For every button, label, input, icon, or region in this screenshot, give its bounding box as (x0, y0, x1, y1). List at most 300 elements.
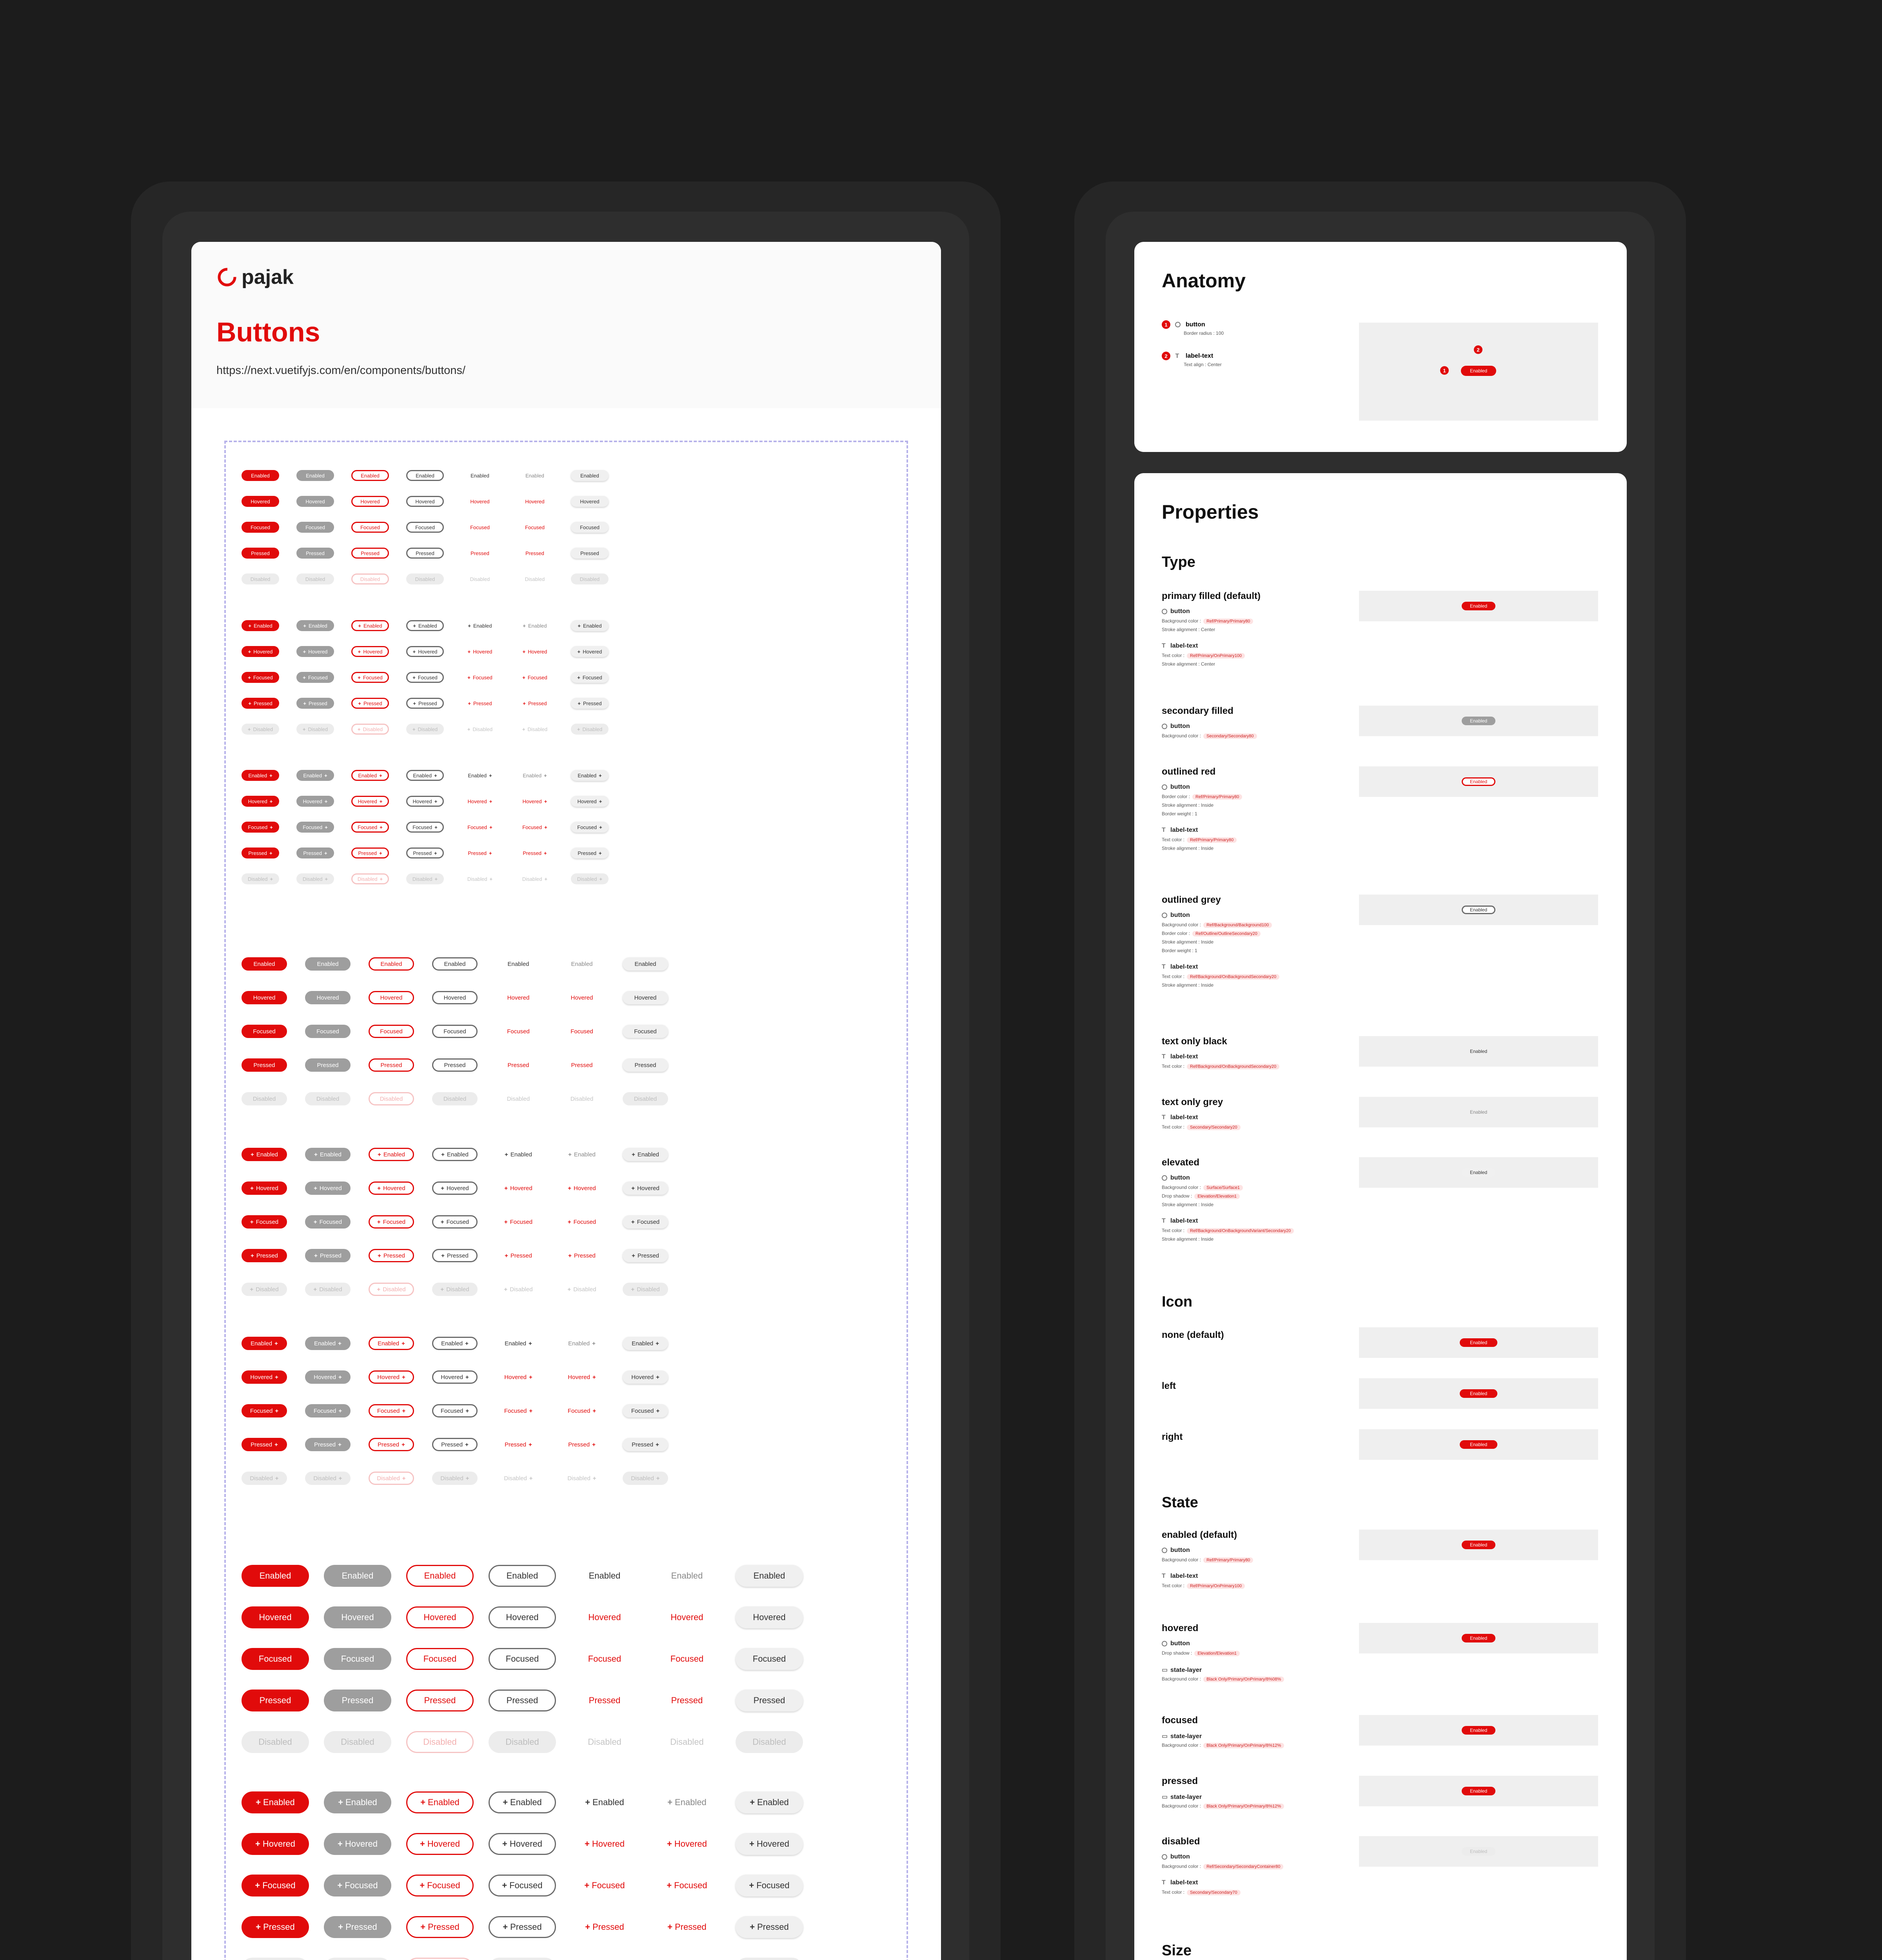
button-primary-filled-focused[interactable] (242, 522, 279, 533)
button-secondary-filled-disabled-icon-left[interactable] (305, 1283, 351, 1296)
button-elevated-disabled-icon-right[interactable] (571, 873, 609, 884)
button-outlined-red-enabled[interactable] (369, 957, 414, 971)
button-outlined-red-pressed[interactable] (351, 548, 389, 559)
button-elevated-pressed-icon-right[interactable] (623, 1438, 668, 1451)
button-primary-filled-pressed[interactable] (242, 1058, 287, 1072)
button-text-only-black-focused[interactable] (571, 1648, 638, 1670)
button-secondary-filled-enabled-icon-left[interactable] (296, 620, 334, 631)
button-elevated-hovered[interactable] (571, 496, 609, 507)
button-text-only-black-enabled[interactable] (461, 470, 499, 481)
button-elevated-pressed[interactable] (571, 548, 609, 559)
button-elevated-disabled-icon-right[interactable] (623, 1472, 668, 1485)
button-text-only-black-disabled[interactable] (461, 573, 499, 584)
button-outlined-grey-focused-icon-left[interactable] (489, 1875, 556, 1896)
preview-button[interactable]: Enabled (1462, 1787, 1495, 1795)
button-outlined-grey-enabled[interactable] (489, 1565, 556, 1587)
button-primary-filled-enabled[interactable] (242, 957, 287, 971)
button-outlined-grey-enabled-icon-left[interactable] (432, 1148, 478, 1161)
button-secondary-filled-disabled-icon-left[interactable] (324, 1958, 391, 1960)
button-text-only-grey-hovered[interactable] (559, 991, 605, 1004)
button-outlined-grey-focused[interactable] (489, 1648, 556, 1670)
button-outlined-red-pressed[interactable] (369, 1058, 414, 1072)
button-outlined-grey-focused-icon-right[interactable] (406, 822, 444, 833)
button-secondary-filled-hovered[interactable] (324, 1606, 391, 1628)
button-elevated-focused[interactable] (623, 1025, 668, 1038)
preview-button[interactable]: Enabled (1462, 1541, 1495, 1549)
button-outlined-red-enabled[interactable] (351, 470, 389, 481)
button-elevated-enabled-icon-right[interactable] (623, 1337, 668, 1350)
button-outlined-red-pressed-icon-left[interactable] (351, 698, 389, 709)
button-elevated-disabled-icon-left[interactable] (736, 1958, 803, 1960)
button-text-only-grey-hovered-icon-left[interactable] (559, 1181, 605, 1195)
button-text-only-black-enabled-icon-left[interactable] (496, 1148, 541, 1161)
button-text-only-black-disabled-icon-left[interactable] (496, 1283, 541, 1296)
button-secondary-filled-focused-icon-left[interactable] (305, 1215, 351, 1229)
button-elevated-hovered-icon-left[interactable] (736, 1833, 803, 1855)
button-outlined-grey-disabled-icon-left[interactable] (406, 724, 444, 735)
button-outlined-grey-enabled-icon-left[interactable] (406, 620, 444, 631)
button-outlined-grey-pressed[interactable] (489, 1690, 556, 1711)
button-secondary-filled-hovered-icon-right[interactable] (305, 1370, 351, 1384)
button-outlined-red-focused-icon-left[interactable] (351, 672, 389, 683)
button-secondary-filled-hovered-icon-left[interactable] (296, 646, 334, 657)
button-text-only-black-pressed[interactable] (461, 548, 499, 559)
button-text-only-black-hovered[interactable] (461, 496, 499, 507)
button-elevated-pressed[interactable] (736, 1690, 803, 1711)
button-text-only-grey-disabled[interactable] (516, 573, 554, 584)
button-primary-filled-focused-icon-left[interactable] (242, 672, 279, 683)
button-elevated-disabled[interactable] (736, 1731, 803, 1753)
button-outlined-grey-hovered-icon-left[interactable] (489, 1833, 556, 1855)
preview-button[interactable]: Enabled (1462, 1634, 1495, 1642)
button-outlined-grey-pressed-icon-left[interactable] (406, 698, 444, 709)
button-text-only-black-focused-icon-left[interactable] (571, 1875, 638, 1896)
button-outlined-red-focused-icon-left[interactable] (406, 1875, 474, 1896)
button-text-only-black-pressed-icon-left[interactable] (571, 1916, 638, 1938)
button-text-only-black-disabled-icon-left[interactable] (461, 724, 499, 735)
button-text-only-grey-hovered[interactable] (516, 496, 554, 507)
button-secondary-filled-pressed[interactable] (296, 548, 334, 559)
preview-button[interactable]: Enabled (1460, 1440, 1497, 1449)
button-elevated-enabled[interactable] (571, 470, 609, 481)
button-primary-filled-pressed-icon-right[interactable] (242, 848, 279, 858)
button-text-only-grey-enabled-icon-left[interactable] (559, 1148, 605, 1161)
button-text-only-grey-hovered-icon-right[interactable] (559, 1370, 605, 1384)
meta-key: Background color : (1162, 1676, 1201, 1682)
button-text-only-grey-focused[interactable] (653, 1648, 721, 1670)
button-secondary-filled-enabled-icon-right[interactable] (305, 1337, 351, 1350)
button-text-only-black-focused[interactable] (461, 522, 499, 533)
button-text-only-black-hovered-icon-left[interactable] (496, 1181, 541, 1195)
button-secondary-filled-enabled[interactable] (324, 1565, 391, 1587)
button-outlined-grey-disabled[interactable] (432, 1092, 478, 1105)
button-outlined-red-enabled-icon-left[interactable] (406, 1791, 474, 1813)
button-outlined-grey-disabled[interactable] (489, 1731, 556, 1753)
button-text-only-grey-enabled-icon-left[interactable] (516, 620, 554, 631)
button-primary-filled-disabled-icon-right[interactable] (242, 873, 279, 884)
button-secondary-filled-pressed-icon-right[interactable] (305, 1438, 351, 1451)
preview-button[interactable]: Enabled (1460, 1338, 1497, 1347)
button-text-only-black-pressed[interactable] (571, 1690, 638, 1711)
button-text-only-black-disabled-icon-right[interactable] (496, 1472, 541, 1485)
button-outlined-grey-enabled[interactable] (406, 470, 444, 481)
button-secondary-filled-focused-icon-right[interactable] (296, 822, 334, 833)
button-secondary-filled-focused[interactable] (324, 1648, 391, 1670)
button-outlined-red-pressed-icon-left[interactable] (369, 1249, 414, 1262)
button-outlined-grey-enabled[interactable] (432, 957, 478, 971)
button-outlined-grey-focused-icon-right[interactable] (432, 1404, 478, 1417)
button-primary-filled-pressed-icon-left[interactable] (242, 1916, 309, 1938)
button-outlined-red-hovered-icon-left[interactable] (351, 646, 389, 657)
button-text-only-black-disabled-icon-left[interactable] (571, 1958, 638, 1960)
button-elevated-hovered-icon-left[interactable] (571, 646, 609, 657)
button-outlined-grey-pressed[interactable] (432, 1058, 478, 1072)
button-text-only-black-focused-icon-right[interactable] (496, 1404, 541, 1417)
button-elevated-focused-icon-left[interactable] (623, 1215, 668, 1229)
button-secondary-filled-pressed-icon-left[interactable] (324, 1916, 391, 1938)
button-outlined-red-enabled-icon-left[interactable] (369, 1148, 414, 1161)
button-outlined-grey-enabled-icon-right[interactable] (432, 1337, 478, 1350)
button-primary-filled-focused-icon-right[interactable] (242, 822, 279, 833)
button-text-only-grey-focused-icon-left[interactable] (516, 672, 554, 683)
button-primary-filled-hovered-icon-left[interactable] (242, 646, 279, 657)
button-primary-filled-enabled[interactable] (242, 1565, 309, 1587)
button-primary-filled-enabled-icon-left[interactable] (242, 1148, 287, 1161)
button-outlined-grey-disabled-icon-left[interactable] (489, 1958, 556, 1960)
button-text-only-black-enabled[interactable] (571, 1565, 638, 1587)
button-outlined-red-enabled[interactable] (406, 1565, 474, 1587)
button-primary-filled-enabled-icon-left[interactable] (242, 620, 279, 631)
button-outlined-grey-pressed-icon-left[interactable] (432, 1249, 478, 1262)
button-secondary-filled-enabled-icon-left[interactable] (324, 1791, 391, 1813)
button-primary-filled-disabled-icon-left[interactable] (242, 1958, 309, 1960)
button-text-only-grey-focused-icon-right[interactable] (516, 822, 554, 833)
button-primary-filled-disabled[interactable] (242, 573, 279, 584)
button-outlined-red-hovered[interactable] (406, 1606, 474, 1628)
button-text-only-grey-enabled[interactable] (653, 1565, 721, 1587)
button-elevated-focused-icon-left[interactable] (571, 672, 609, 683)
button-text-only-black-hovered[interactable] (571, 1606, 638, 1628)
button-elevated-pressed-icon-right[interactable] (571, 848, 609, 858)
button-primary-filled-focused-icon-right[interactable] (242, 1404, 287, 1417)
button-text-only-grey-disabled-icon-right[interactable] (516, 873, 554, 884)
button-outlined-red-pressed-icon-left[interactable] (406, 1916, 474, 1938)
button-primary-filled-focused-icon-left[interactable] (242, 1215, 287, 1229)
button-text-only-grey-hovered-icon-right[interactable] (516, 796, 554, 807)
button-text-only-black-enabled-icon-left[interactable] (571, 1791, 638, 1813)
button-text-only-black-enabled-icon-right[interactable] (461, 770, 499, 781)
button-secondary-filled-pressed-icon-left[interactable] (296, 698, 334, 709)
preview-button[interactable]: Enabled (1462, 1847, 1495, 1856)
component-icon (1162, 1854, 1167, 1860)
button-secondary-filled-disabled[interactable] (296, 573, 334, 584)
button-outlined-red-disabled[interactable] (369, 1092, 414, 1105)
button-text-only-black-hovered-icon-left[interactable] (571, 1833, 638, 1855)
button-elevated-focused-icon-right[interactable] (623, 1404, 668, 1417)
button-primary-filled-enabled-icon-right[interactable] (242, 1337, 287, 1350)
preview-button[interactable]: Enabled (1462, 1168, 1495, 1177)
button-elevated-pressed-icon-left[interactable] (571, 698, 609, 709)
button-secondary-filled-enabled-icon-right[interactable] (296, 770, 334, 781)
button-text-only-grey-disabled-icon-right[interactable] (559, 1472, 605, 1485)
button-text-only-black-disabled[interactable] (496, 1092, 541, 1105)
button-elevated-hovered-icon-right[interactable] (623, 1370, 668, 1384)
button-primary-filled-hovered[interactable] (242, 496, 279, 507)
button-outlined-grey-enabled-icon-left[interactable] (489, 1791, 556, 1813)
button-text-only-grey-focused-icon-left[interactable] (559, 1215, 605, 1229)
button-outlined-grey-pressed[interactable] (406, 548, 444, 559)
button-outlined-red-disabled-icon-left[interactable] (369, 1283, 414, 1296)
button-secondary-filled-hovered-icon-left[interactable] (305, 1181, 351, 1195)
preview-button[interactable]: Enabled (1460, 1389, 1497, 1398)
button-text-only-grey-disabled[interactable] (653, 1731, 721, 1753)
button-secondary-filled-disabled[interactable] (305, 1092, 351, 1105)
button-outlined-red-focused[interactable] (406, 1648, 474, 1670)
button-outlined-red-disabled[interactable] (406, 1731, 474, 1753)
button-primary-filled-enabled-icon-right[interactable] (242, 770, 279, 781)
button-outlined-grey-hovered[interactable] (406, 496, 444, 507)
button-text-only-grey-focused-icon-left[interactable] (653, 1875, 721, 1896)
button-secondary-filled-hovered[interactable] (305, 991, 351, 1004)
button-text-only-grey-pressed-icon-right[interactable] (559, 1438, 605, 1451)
button-text-only-grey-enabled-icon-right[interactable] (516, 770, 554, 781)
button-primary-filled-pressed-icon-left[interactable] (242, 698, 279, 709)
button-secondary-filled-disabled-icon-right[interactable] (296, 873, 334, 884)
button-elevated-disabled[interactable] (571, 573, 609, 584)
button-primary-filled-enabled-icon-left[interactable] (242, 1791, 309, 1813)
button-elevated-hovered[interactable] (736, 1606, 803, 1628)
button-outlined-red-focused[interactable] (351, 522, 389, 533)
button-outlined-red-hovered-icon-left[interactable] (369, 1181, 414, 1195)
preview-button[interactable]: Enabled (1462, 602, 1495, 610)
button-outlined-grey-pressed-icon-left[interactable] (489, 1916, 556, 1938)
preview-button[interactable]: Enabled (1462, 1726, 1495, 1735)
button-text-only-grey-pressed-icon-left[interactable] (653, 1916, 721, 1938)
button-secondary-filled-enabled[interactable] (296, 470, 334, 481)
preview-button[interactable]: Enabled (1470, 1049, 1488, 1054)
button-text-only-grey-pressed-icon-left[interactable] (516, 698, 554, 709)
button-text-only-grey-pressed-icon-left[interactable] (559, 1249, 605, 1262)
preview-button[interactable]: Enabled (1470, 1109, 1488, 1115)
button-secondary-filled-disabled-icon-right[interactable] (305, 1472, 351, 1485)
button-primary-filled-hovered-icon-right[interactable] (242, 796, 279, 807)
button-primary-filled-disabled-icon-left[interactable] (242, 724, 279, 735)
button-text-only-grey-pressed[interactable] (559, 1058, 605, 1072)
button-secondary-filled-focused-icon-left[interactable] (324, 1875, 391, 1896)
button-secondary-filled-hovered[interactable] (296, 496, 334, 507)
button-outlined-red-focused[interactable] (369, 1025, 414, 1038)
button-secondary-filled-focused[interactable] (296, 522, 334, 533)
button-primary-filled-disabled-icon-right[interactable] (242, 1472, 287, 1485)
button-outlined-red-disabled[interactable] (351, 573, 389, 584)
button-elevated-pressed[interactable] (623, 1058, 668, 1072)
button-text-only-grey-disabled-icon-left[interactable] (653, 1958, 721, 1960)
button-elevated-enabled-icon-left[interactable] (623, 1148, 668, 1161)
button-primary-filled-focused[interactable] (242, 1025, 287, 1038)
button-outlined-grey-hovered-icon-right[interactable] (432, 1370, 478, 1384)
button-text-only-black-enabled-icon-left[interactable] (461, 620, 499, 631)
button-text-only-grey-pressed-icon-right[interactable] (516, 848, 554, 858)
button-text-only-grey-hovered-icon-left[interactable] (516, 646, 554, 657)
preview-button[interactable]: Enabled (1462, 906, 1495, 914)
button-text-only-black-focused-icon-left[interactable] (461, 672, 499, 683)
button-outlined-red-focused-icon-right[interactable] (351, 822, 389, 833)
button-outlined-red-disabled-icon-left[interactable] (406, 1958, 474, 1960)
button-elevated-disabled-icon-left[interactable] (571, 724, 609, 735)
button-text-only-black-enabled-icon-right[interactable] (496, 1337, 541, 1350)
button-outlined-red-disabled-icon-right[interactable] (351, 873, 389, 884)
button-text-only-grey-pressed[interactable] (653, 1690, 721, 1711)
button-text-only-black-disabled-icon-right[interactable] (461, 873, 499, 884)
button-elevated-focused[interactable] (571, 522, 609, 533)
button-outlined-grey-hovered[interactable] (489, 1606, 556, 1628)
button-outlined-red-pressed-icon-right[interactable] (369, 1438, 414, 1451)
button-primary-filled-pressed[interactable] (242, 548, 279, 559)
button-text-only-grey-disabled-icon-left[interactable] (559, 1283, 605, 1296)
button-primary-filled-hovered-icon-left[interactable] (242, 1833, 309, 1855)
button-elevated-hovered-icon-left[interactable] (623, 1181, 668, 1195)
button-outlined-grey-disabled-icon-right[interactable] (406, 873, 444, 884)
button-text-only-black-focused[interactable] (496, 1025, 541, 1038)
button-secondary-filled-focused[interactable] (305, 1025, 351, 1038)
button-elevated-disabled-icon-left[interactable] (623, 1283, 668, 1296)
button-text-only-black-hovered[interactable] (496, 991, 541, 1004)
button-text-only-black-pressed-icon-right[interactable] (461, 848, 499, 858)
plus-icon: + (632, 1252, 635, 1259)
button-outlined-grey-enabled-icon-right[interactable] (406, 770, 444, 781)
button-text-only-black-pressed-icon-right[interactable] (496, 1438, 541, 1451)
button-text-only-black-focused-icon-left[interactable] (496, 1215, 541, 1229)
button-outlined-grey-hovered-icon-right[interactable] (406, 796, 444, 807)
button-secondary-filled-disabled-icon-left[interactable] (296, 724, 334, 735)
button-outlined-red-pressed[interactable] (406, 1690, 474, 1711)
button-elevated-enabled-icon-left[interactable] (571, 620, 609, 631)
button-outlined-grey-hovered[interactable] (432, 991, 478, 1004)
button-text-only-black-pressed-icon-left[interactable] (496, 1249, 541, 1262)
button-secondary-filled-focused-icon-right[interactable] (305, 1404, 351, 1417)
button-outlined-grey-pressed-icon-right[interactable] (406, 848, 444, 858)
button-text-only-black-hovered-icon-right[interactable] (496, 1370, 541, 1384)
button-elevated-focused-icon-right[interactable] (571, 822, 609, 833)
button-outlined-grey-disabled[interactable] (406, 573, 444, 584)
button-text-only-grey-hovered[interactable] (653, 1606, 721, 1628)
button-outlined-grey-disabled-icon-left[interactable] (432, 1283, 478, 1296)
button-primary-filled-pressed-icon-right[interactable] (242, 1438, 287, 1451)
button-outlined-red-hovered-icon-right[interactable] (369, 1370, 414, 1384)
button-outlined-red-focused-icon-left[interactable] (369, 1215, 414, 1229)
button-outlined-grey-focused[interactable] (406, 522, 444, 533)
button-outlined-grey-pressed-icon-right[interactable] (432, 1438, 478, 1451)
button-elevated-focused[interactable] (736, 1648, 803, 1670)
button-text-only-black-enabled[interactable] (496, 957, 541, 971)
button-text-only-black-focused-icon-right[interactable] (461, 822, 499, 833)
preview-button[interactable]: Enabled (1461, 366, 1496, 376)
button-text-only-grey-pressed[interactable] (516, 548, 554, 559)
button-elevated-enabled-icon-left[interactable] (736, 1791, 803, 1813)
button-elevated-enabled[interactable] (623, 957, 668, 971)
button-outlined-red-pressed-icon-right[interactable] (351, 848, 389, 858)
button-secondary-filled-enabled-icon-left[interactable] (305, 1148, 351, 1161)
button-secondary-filled-enabled[interactable] (305, 957, 351, 971)
button-primary-filled-disabled-icon-left[interactable] (242, 1283, 287, 1296)
button-elevated-hovered-icon-right[interactable] (571, 796, 609, 807)
button-secondary-filled-disabled[interactable] (324, 1731, 391, 1753)
token-chip: Ref/Primary/Primary80 (1203, 1557, 1253, 1563)
button-outlined-grey-disabled-icon-right[interactable] (432, 1472, 478, 1485)
button-text-only-grey-focused-icon-right[interactable] (559, 1404, 605, 1417)
button-elevated-pressed-icon-left[interactable] (736, 1916, 803, 1938)
button-elevated-focused-icon-left[interactable] (736, 1875, 803, 1896)
button-outlined-red-enabled-icon-right[interactable] (369, 1337, 414, 1350)
button-outlined-red-enabled-icon-left[interactable] (351, 620, 389, 631)
button-text-only-grey-enabled[interactable] (516, 470, 554, 481)
button-primary-filled-pressed[interactable] (242, 1690, 309, 1711)
button-outlined-red-hovered-icon-right[interactable] (351, 796, 389, 807)
button-text-only-black-hovered-icon-left[interactable] (461, 646, 499, 657)
button-text-only-grey-enabled-icon-right[interactable] (559, 1337, 605, 1350)
button-text-only-grey-enabled-icon-left[interactable] (653, 1791, 721, 1813)
button-text-only-grey-disabled-icon-left[interactable] (516, 724, 554, 735)
button-primary-filled-focused-icon-left[interactable] (242, 1875, 309, 1896)
button-secondary-filled-pressed-icon-right[interactable] (296, 848, 334, 858)
preview-button[interactable]: Enabled (1462, 777, 1495, 786)
button-text-only-grey-hovered-icon-left[interactable] (653, 1833, 721, 1855)
button-text-only-grey-disabled[interactable] (559, 1092, 605, 1105)
preview-button[interactable]: Enabled (1462, 717, 1495, 725)
button-outlined-red-hovered[interactable] (369, 991, 414, 1004)
button-secondary-filled-focused-icon-left[interactable] (296, 672, 334, 683)
button-outlined-red-hovered-icon-left[interactable] (406, 1833, 474, 1855)
button-primary-filled-hovered[interactable] (242, 991, 287, 1004)
button-text-only-black-pressed-icon-left[interactable] (461, 698, 499, 709)
button-outlined-grey-hovered-icon-left[interactable] (432, 1181, 478, 1195)
button-outlined-red-disabled-icon-left[interactable] (351, 724, 389, 735)
button-primary-filled-pressed-icon-left[interactable] (242, 1249, 287, 1262)
button-primary-filled-hovered[interactable] (242, 1606, 309, 1628)
button-secondary-filled-pressed[interactable] (305, 1058, 351, 1072)
button-primary-filled-hovered-icon-right[interactable] (242, 1370, 287, 1384)
button-primary-filled-focused[interactable] (242, 1648, 309, 1670)
button-text-only-grey-enabled[interactable] (559, 957, 605, 971)
button-outlined-red-hovered[interactable] (351, 496, 389, 507)
button-outlined-grey-focused[interactable] (432, 1025, 478, 1038)
button-elevated-pressed-icon-left[interactable] (623, 1249, 668, 1262)
button-text-only-black-hovered-icon-right[interactable] (461, 796, 499, 807)
button-elevated-enabled[interactable] (736, 1565, 803, 1587)
button-text-only-black-pressed[interactable] (496, 1058, 541, 1072)
button-secondary-filled-pressed[interactable] (324, 1690, 391, 1711)
button-text-only-black-disabled[interactable] (571, 1731, 638, 1753)
button-outlined-red-disabled-icon-right[interactable] (369, 1472, 414, 1485)
button-elevated-hovered[interactable] (623, 991, 668, 1004)
button-text-only-grey-focused[interactable] (559, 1025, 605, 1038)
button-primary-filled-disabled[interactable] (242, 1731, 309, 1753)
button-elevated-enabled-icon-right[interactable] (571, 770, 609, 781)
button-primary-filled-disabled[interactable] (242, 1092, 287, 1105)
button-outlined-red-focused-icon-right[interactable] (369, 1404, 414, 1417)
button-secondary-filled-hovered-icon-left[interactable] (324, 1833, 391, 1855)
button-elevated-disabled[interactable] (623, 1092, 668, 1105)
button-outlined-grey-focused-icon-left[interactable] (406, 672, 444, 683)
button-outlined-grey-focused-icon-left[interactable] (432, 1215, 478, 1229)
button-primary-filled-hovered-icon-left[interactable] (242, 1181, 287, 1195)
button-secondary-filled-pressed-icon-left[interactable] (305, 1249, 351, 1262)
button-secondary-filled-hovered-icon-right[interactable] (296, 796, 334, 807)
button-primary-filled-enabled[interactable] (242, 470, 279, 481)
button-outlined-red-enabled-icon-right[interactable] (351, 770, 389, 781)
button-outlined-grey-hovered-icon-left[interactable] (406, 646, 444, 657)
button-text-only-grey-focused[interactable] (516, 522, 554, 533)
